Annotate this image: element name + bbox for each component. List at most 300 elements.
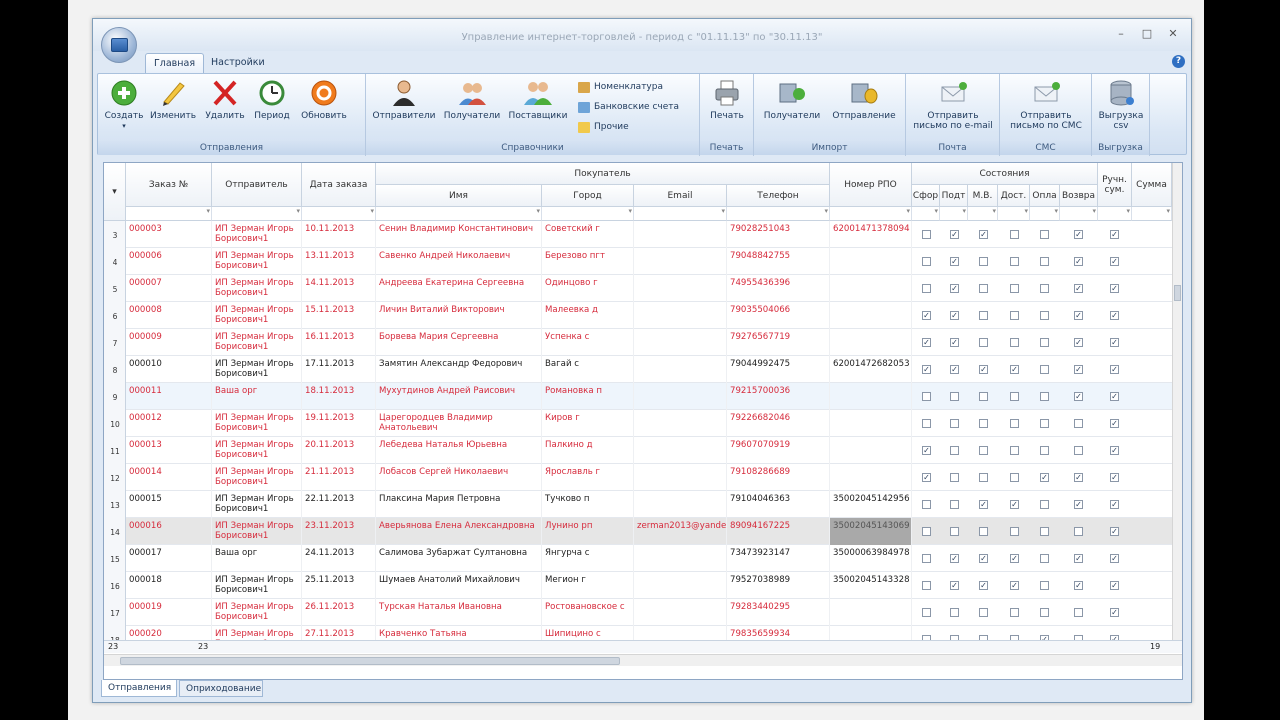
header-phone[interactable]: Телефон xyxy=(727,185,830,207)
state-checkbox[interactable]: ✓ xyxy=(1075,257,1082,266)
state-checkbox[interactable] xyxy=(979,446,988,455)
cell-city[interactable]: Янгурча с xyxy=(542,545,634,572)
state-checkbox[interactable]: ✓ xyxy=(1075,311,1082,320)
cell-sender[interactable]: ИП Зерман Игорь Борисович1 xyxy=(212,221,302,248)
row-number[interactable]: 17 xyxy=(104,599,126,626)
cell-rpo[interactable] xyxy=(830,410,912,437)
cell-sender[interactable]: ИП Зерман Игорь Борисович1 xyxy=(212,518,302,545)
cell-name[interactable]: Борвева Мария Сергеевна xyxy=(376,329,542,356)
cell-date[interactable]: 15.11.2013 xyxy=(302,302,376,329)
cell-name[interactable]: Лобасов Сергей Николаевич xyxy=(376,464,542,491)
state-checkbox[interactable]: ✓ xyxy=(1111,311,1118,320)
cell-phone[interactable]: 79048842755 xyxy=(727,248,830,275)
cell-name[interactable]: Кравченко Татьяна xyxy=(376,626,542,653)
cell-sender[interactable]: ИП Зерман Игорь xyxy=(212,626,302,653)
cell-email[interactable] xyxy=(634,329,727,356)
state-checkbox[interactable] xyxy=(1040,446,1049,455)
cell-sender[interactable]: Ваша орг xyxy=(212,383,302,410)
cell-rpo[interactable] xyxy=(830,599,912,626)
state-checkbox[interactable]: ✓ xyxy=(1111,230,1118,239)
state-checkbox[interactable]: ✓ xyxy=(980,230,987,239)
state-checkbox[interactable]: ✓ xyxy=(1075,581,1082,590)
cell-email[interactable] xyxy=(634,599,727,626)
filter-email[interactable] xyxy=(634,207,727,221)
filter-sum[interactable] xyxy=(1132,207,1172,221)
state-checkbox[interactable] xyxy=(979,257,988,266)
table-row[interactable] xyxy=(104,410,1174,437)
state-checkbox[interactable]: ✓ xyxy=(1075,230,1082,239)
cell-order[interactable]: 000006 xyxy=(126,248,212,275)
state-checkbox[interactable]: ✓ xyxy=(1075,365,1082,374)
app-menu-button[interactable] xyxy=(101,27,137,63)
table-row[interactable] xyxy=(104,356,1174,383)
cell-email[interactable] xyxy=(634,410,727,437)
row-number[interactable]: 13 xyxy=(104,491,126,518)
state-checkbox[interactable] xyxy=(950,473,959,482)
row-number[interactable]: 9 xyxy=(104,383,126,410)
horizontal-scrollbar[interactable] xyxy=(104,654,1182,666)
header-state-returned[interactable]: Возвра xyxy=(1060,185,1098,207)
state-checkbox[interactable]: ✓ xyxy=(951,365,958,374)
cell-date[interactable]: 16.11.2013 xyxy=(302,329,376,356)
cell-email[interactable] xyxy=(634,572,727,599)
table-row[interactable] xyxy=(104,275,1174,302)
cell-phone[interactable]: 79283440295 xyxy=(727,599,830,626)
print-button[interactable] xyxy=(704,78,750,121)
cell-date[interactable]: 19.11.2013 xyxy=(302,410,376,437)
cell-email[interactable] xyxy=(634,302,727,329)
create-button[interactable]: Создать ▾ xyxy=(104,78,144,131)
cell-city[interactable]: Романовка п xyxy=(542,383,634,410)
state-checkbox[interactable] xyxy=(950,527,959,536)
cell-rpo[interactable] xyxy=(830,437,912,464)
cell-email[interactable] xyxy=(634,275,727,302)
period-button[interactable] xyxy=(250,78,294,121)
state-checkbox[interactable] xyxy=(1010,419,1019,428)
cell-phone[interactable]: 89094167225 xyxy=(727,518,830,545)
cell-order[interactable]: 000016 xyxy=(126,518,212,545)
state-checkbox[interactable] xyxy=(1010,338,1019,347)
cell-order[interactable]: 000017 xyxy=(126,545,212,572)
row-number[interactable]: 4 xyxy=(104,248,126,275)
cell-sender[interactable]: ИП Зерман Игорь Борисович1 xyxy=(212,248,302,275)
cell-phone[interactable]: 79607070919 xyxy=(727,437,830,464)
state-checkbox[interactable] xyxy=(1040,581,1049,590)
cell-rpo[interactable]: 35000063984978 xyxy=(830,545,912,572)
state-checkbox[interactable] xyxy=(1074,527,1083,536)
cell-phone[interactable]: 79835659934 xyxy=(727,626,830,653)
state-checkbox[interactable]: ✓ xyxy=(923,473,930,482)
filter-rpo[interactable] xyxy=(830,207,912,221)
cell-city[interactable]: Лунино рп xyxy=(542,518,634,545)
edit-button[interactable] xyxy=(148,78,198,121)
cell-city[interactable]: Палкино д xyxy=(542,437,634,464)
state-checkbox[interactable]: ✓ xyxy=(1011,365,1018,374)
cell-date[interactable]: 27.11.2013 xyxy=(302,626,376,653)
state-checkbox[interactable]: ✓ xyxy=(951,230,958,239)
bank-accounts-button[interactable] xyxy=(578,100,679,115)
cell-order[interactable]: 000010 xyxy=(126,356,212,383)
state-checkbox[interactable] xyxy=(1040,554,1049,563)
sheet-tab-shipments[interactable]: Отправления xyxy=(101,680,177,697)
filter-order[interactable] xyxy=(126,207,212,221)
state-checkbox[interactable] xyxy=(1040,284,1049,293)
cell-rpo[interactable]: 35002045143328 xyxy=(830,572,912,599)
row-number[interactable]: 5 xyxy=(104,275,126,302)
cell-date[interactable]: 24.11.2013 xyxy=(302,545,376,572)
filter-st2[interactable] xyxy=(940,207,968,221)
cell-sender[interactable]: ИП Зерман Игорь Борисович1 xyxy=(212,599,302,626)
state-checkbox[interactable]: ✓ xyxy=(1111,554,1118,563)
table-row[interactable] xyxy=(104,248,1174,275)
row-number[interactable]: 16 xyxy=(104,572,126,599)
state-checkbox[interactable]: ✓ xyxy=(951,554,958,563)
filter-name[interactable] xyxy=(376,207,542,221)
state-checkbox[interactable] xyxy=(1040,608,1049,617)
filter-date[interactable] xyxy=(302,207,376,221)
export-csv-button[interactable] xyxy=(1096,78,1146,131)
state-checkbox[interactable] xyxy=(1040,257,1049,266)
state-checkbox[interactable]: ✓ xyxy=(951,581,958,590)
send-sms-button[interactable] xyxy=(1004,78,1088,131)
state-checkbox[interactable]: ✓ xyxy=(1075,554,1082,563)
state-checkbox[interactable]: ✓ xyxy=(923,338,930,347)
import-recipients-button[interactable] xyxy=(758,78,826,121)
cell-phone[interactable]: 73473923147 xyxy=(727,545,830,572)
nomenclature-button[interactable] xyxy=(578,80,663,95)
minimize-icon[interactable]: – xyxy=(1118,27,1124,40)
header-manual-sum[interactable]: Ручн. сум. xyxy=(1098,163,1132,207)
cell-order[interactable]: 000018 xyxy=(126,572,212,599)
table-row[interactable] xyxy=(104,437,1174,464)
state-checkbox[interactable] xyxy=(922,284,931,293)
state-checkbox[interactable] xyxy=(922,527,931,536)
filter-manual[interactable] xyxy=(1098,207,1132,221)
cell-sender[interactable]: ИП Зерман Игорь Борисович1 xyxy=(212,491,302,518)
cell-phone[interactable]: 74955436396 xyxy=(727,275,830,302)
state-checkbox[interactable] xyxy=(1040,338,1049,347)
senders-button[interactable] xyxy=(370,78,438,121)
row-number[interactable]: 14 xyxy=(104,518,126,545)
cell-sender[interactable]: ИП Зерман Игорь Борисович1 xyxy=(212,329,302,356)
cell-rpo[interactable] xyxy=(830,383,912,410)
state-checkbox[interactable] xyxy=(979,311,988,320)
state-checkbox[interactable]: ✓ xyxy=(1111,365,1118,374)
cell-city[interactable]: Малеевка д xyxy=(542,302,634,329)
cell-order[interactable]: 000019 xyxy=(126,599,212,626)
cell-sender[interactable]: ИП Зерман Игорь Борисович1 xyxy=(212,410,302,437)
row-number[interactable]: 10 xyxy=(104,410,126,437)
state-checkbox[interactable]: ✓ xyxy=(1111,527,1118,536)
header-state-confirmed[interactable]: Подт xyxy=(940,185,968,207)
cell-city[interactable]: Советский г xyxy=(542,221,634,248)
cell-sender[interactable]: Ваша орг xyxy=(212,545,302,572)
state-checkbox[interactable]: ✓ xyxy=(1111,392,1118,401)
state-checkbox[interactable]: ✓ xyxy=(980,500,987,509)
header-state-mv[interactable]: М.В. xyxy=(968,185,998,207)
cell-city[interactable]: Шипицино с xyxy=(542,626,634,653)
cell-sender[interactable]: ИП Зерман Игорь Борисович1 xyxy=(212,275,302,302)
row-number[interactable]: 15 xyxy=(104,545,126,572)
state-checkbox[interactable] xyxy=(922,257,931,266)
cell-phone[interactable]: 79035504066 xyxy=(727,302,830,329)
table-row[interactable] xyxy=(104,518,1174,545)
cell-order[interactable]: 000007 xyxy=(126,275,212,302)
row-number[interactable]: 6 xyxy=(104,302,126,329)
state-checkbox[interactable]: ✓ xyxy=(1075,500,1082,509)
cell-city[interactable]: Березово пгт xyxy=(542,248,634,275)
row-number[interactable]: 8 xyxy=(104,356,126,383)
header-email[interactable]: Email xyxy=(634,185,727,207)
header-city[interactable]: Город xyxy=(542,185,634,207)
cell-name[interactable]: Сенин Владимир Константинович xyxy=(376,221,542,248)
state-checkbox[interactable] xyxy=(950,500,959,509)
cell-sender[interactable]: ИП Зерман Игорь Борисович1 xyxy=(212,464,302,491)
table-row[interactable] xyxy=(104,572,1174,599)
cell-date[interactable]: 10.11.2013 xyxy=(302,221,376,248)
maximize-icon[interactable]: □ xyxy=(1141,27,1153,40)
cell-name[interactable]: Личин Виталий Викторович xyxy=(376,302,542,329)
table-row[interactable] xyxy=(104,464,1174,491)
cell-city[interactable]: Одинцово г xyxy=(542,275,634,302)
state-checkbox[interactable] xyxy=(950,419,959,428)
state-checkbox[interactable] xyxy=(1074,608,1083,617)
state-checkbox[interactable]: ✓ xyxy=(951,284,958,293)
state-checkbox[interactable] xyxy=(1040,419,1049,428)
cell-date[interactable]: 23.11.2013 xyxy=(302,518,376,545)
state-checkbox[interactable]: ✓ xyxy=(1041,473,1048,482)
row-number[interactable]: 7 xyxy=(104,329,126,356)
cell-sender[interactable]: ИП Зерман Игорь Борисович1 xyxy=(212,302,302,329)
header-name[interactable]: Имя xyxy=(376,185,542,207)
cell-rpo[interactable]: 35002045143069 xyxy=(830,518,912,545)
state-checkbox[interactable]: ✓ xyxy=(951,257,958,266)
state-checkbox[interactable]: ✓ xyxy=(1075,284,1082,293)
state-checkbox[interactable] xyxy=(1040,392,1049,401)
state-checkbox[interactable] xyxy=(922,392,931,401)
cell-order[interactable]: 000020 xyxy=(126,626,212,653)
filter-phone[interactable] xyxy=(727,207,830,221)
state-checkbox[interactable] xyxy=(1010,284,1019,293)
header-state-formed[interactable]: Сфор xyxy=(912,185,940,207)
close-icon[interactable]: ✕ xyxy=(1168,27,1178,40)
state-checkbox[interactable] xyxy=(1074,446,1083,455)
cell-order[interactable]: 000015 xyxy=(126,491,212,518)
state-checkbox[interactable] xyxy=(1010,392,1019,401)
cell-email[interactable] xyxy=(634,491,727,518)
cell-name[interactable]: Плаксина Мария Петровна xyxy=(376,491,542,518)
filter-city[interactable] xyxy=(542,207,634,221)
state-checkbox[interactable]: ✓ xyxy=(1111,608,1118,617)
cell-order[interactable]: 000014 xyxy=(126,464,212,491)
cell-rpo[interactable]: 62001471378094 xyxy=(830,221,912,248)
cell-sender[interactable]: ИП Зерман Игорь Борисович1 xyxy=(212,437,302,464)
header-order[interactable]: Заказ № xyxy=(126,163,212,207)
state-checkbox[interactable]: ✓ xyxy=(1075,473,1082,482)
cell-sender[interactable]: ИП Зерман Игорь Борисович1 xyxy=(212,572,302,599)
filter-st4[interactable] xyxy=(998,207,1030,221)
state-checkbox[interactable] xyxy=(979,527,988,536)
table-row[interactable] xyxy=(104,599,1174,626)
cell-rpo[interactable] xyxy=(830,275,912,302)
state-checkbox[interactable]: ✓ xyxy=(1011,581,1018,590)
cell-sender[interactable]: ИП Зерман Игорь Борисович1 xyxy=(212,356,302,383)
state-checkbox[interactable] xyxy=(922,554,931,563)
cell-phone[interactable]: 79028251043 xyxy=(727,221,830,248)
state-checkbox[interactable]: ✓ xyxy=(951,311,958,320)
header-date[interactable]: Дата заказа xyxy=(302,163,376,207)
row-number[interactable]: 12 xyxy=(104,464,126,491)
filter-st3[interactable] xyxy=(968,207,998,221)
tab-settings[interactable]: Настройки xyxy=(211,57,265,68)
state-checkbox[interactable] xyxy=(979,473,988,482)
state-checkbox[interactable] xyxy=(1010,608,1019,617)
header-state-delivered[interactable]: Дост. xyxy=(998,185,1030,207)
state-checkbox[interactable]: ✓ xyxy=(1111,446,1118,455)
state-checkbox[interactable] xyxy=(979,419,988,428)
header-state-paid[interactable]: Опла xyxy=(1030,185,1060,207)
header-sender[interactable]: Отправитель xyxy=(212,163,302,207)
cell-email[interactable]: zerman2013@yande xyxy=(634,518,727,545)
state-checkbox[interactable]: ✓ xyxy=(923,311,930,320)
cell-email[interactable] xyxy=(634,248,727,275)
cell-city[interactable]: Вагай с xyxy=(542,356,634,383)
cell-phone[interactable]: 79108286689 xyxy=(727,464,830,491)
cell-order[interactable]: 000008 xyxy=(126,302,212,329)
cell-email[interactable] xyxy=(634,221,727,248)
row-selector-header[interactable]: ▾ xyxy=(104,163,126,221)
state-checkbox[interactable]: ✓ xyxy=(951,338,958,347)
state-checkbox[interactable]: ✓ xyxy=(1111,581,1118,590)
state-checkbox[interactable] xyxy=(1010,527,1019,536)
cell-name[interactable]: Шумаев Анатолий Михайлович xyxy=(376,572,542,599)
state-checkbox[interactable]: ✓ xyxy=(1111,473,1118,482)
cell-name[interactable]: Замятин Александр Федорович xyxy=(376,356,542,383)
state-checkbox[interactable]: ✓ xyxy=(1111,284,1118,293)
state-checkbox[interactable] xyxy=(922,608,931,617)
state-checkbox[interactable]: ✓ xyxy=(1111,257,1118,266)
cell-rpo[interactable] xyxy=(830,329,912,356)
refresh-button[interactable] xyxy=(296,78,352,121)
vertical-scroll-thumb[interactable] xyxy=(1174,285,1181,301)
state-checkbox[interactable]: ✓ xyxy=(923,446,930,455)
state-checkbox[interactable] xyxy=(979,392,988,401)
header-rpo[interactable]: Номер РПО xyxy=(830,163,912,207)
state-checkbox[interactable] xyxy=(1074,419,1083,428)
cell-rpo[interactable]: 35002045142956 xyxy=(830,491,912,518)
cell-phone[interactable]: 79104046363 xyxy=(727,491,830,518)
state-checkbox[interactable] xyxy=(1040,311,1049,320)
cell-date[interactable]: 17.11.2013 xyxy=(302,356,376,383)
filter-st5[interactable] xyxy=(1030,207,1060,221)
tab-home[interactable]: Главная xyxy=(145,53,204,73)
horizontal-scroll-thumb[interactable] xyxy=(120,657,620,665)
state-checkbox[interactable] xyxy=(1010,473,1019,482)
table-row[interactable] xyxy=(104,383,1174,410)
cell-phone[interactable]: 79215700036 xyxy=(727,383,830,410)
state-checkbox[interactable]: ✓ xyxy=(980,581,987,590)
state-checkbox[interactable]: ✓ xyxy=(1011,500,1018,509)
help-icon[interactable]: ? xyxy=(1172,55,1185,68)
state-checkbox[interactable] xyxy=(950,446,959,455)
cell-city[interactable]: Киров г xyxy=(542,410,634,437)
cell-order[interactable]: 000003 xyxy=(126,221,212,248)
state-checkbox[interactable] xyxy=(1010,311,1019,320)
state-checkbox[interactable] xyxy=(922,500,931,509)
header-sum[interactable]: Сумма xyxy=(1132,163,1172,207)
cell-city[interactable]: Ярославль г xyxy=(542,464,634,491)
cell-order[interactable]: 000012 xyxy=(126,410,212,437)
state-checkbox[interactable]: ✓ xyxy=(980,554,987,563)
table-row[interactable] xyxy=(104,221,1174,248)
cell-rpo[interactable] xyxy=(830,302,912,329)
state-checkbox[interactable]: ✓ xyxy=(1111,500,1118,509)
import-shipment-button[interactable] xyxy=(828,78,900,121)
cell-city[interactable]: Мегион г xyxy=(542,572,634,599)
other-button[interactable] xyxy=(578,120,629,135)
cell-date[interactable]: 25.11.2013 xyxy=(302,572,376,599)
cell-date[interactable]: 22.11.2013 xyxy=(302,491,376,518)
state-checkbox[interactable] xyxy=(1040,527,1049,536)
state-checkbox[interactable] xyxy=(1010,230,1019,239)
cell-name[interactable]: Царегородцев Владимир Анатольевич xyxy=(376,410,542,437)
cell-name[interactable]: Турская Наталья Ивановна xyxy=(376,599,542,626)
state-checkbox[interactable] xyxy=(1040,365,1049,374)
cell-email[interactable] xyxy=(634,383,727,410)
cell-email[interactable] xyxy=(634,545,727,572)
delete-button[interactable] xyxy=(202,78,248,121)
cell-date[interactable]: 18.11.2013 xyxy=(302,383,376,410)
cell-order[interactable]: 000011 xyxy=(126,383,212,410)
table-row[interactable] xyxy=(104,545,1174,572)
cell-date[interactable]: 21.11.2013 xyxy=(302,464,376,491)
state-checkbox[interactable] xyxy=(979,338,988,347)
suppliers-button[interactable] xyxy=(506,78,570,121)
state-checkbox[interactable] xyxy=(1010,257,1019,266)
cell-date[interactable]: 13.11.2013 xyxy=(302,248,376,275)
cell-name[interactable]: Андреева Екатерина Сергеевна xyxy=(376,275,542,302)
state-checkbox[interactable] xyxy=(1040,500,1049,509)
cell-name[interactable]: Салимова Зубаржат Султановна xyxy=(376,545,542,572)
state-checkbox[interactable] xyxy=(922,581,931,590)
send-email-button[interactable] xyxy=(910,78,996,131)
cell-order[interactable]: 000009 xyxy=(126,329,212,356)
table-row[interactable] xyxy=(104,491,1174,518)
cell-phone[interactable]: 79226682046 xyxy=(727,410,830,437)
state-checkbox[interactable]: ✓ xyxy=(923,365,930,374)
state-checkbox[interactable]: ✓ xyxy=(1111,338,1118,347)
cell-order[interactable]: 000013 xyxy=(126,437,212,464)
cell-email[interactable] xyxy=(634,437,727,464)
cell-rpo[interactable] xyxy=(830,248,912,275)
cell-name[interactable]: Аверьянова Елена Александровна xyxy=(376,518,542,545)
state-checkbox[interactable] xyxy=(979,284,988,293)
state-checkbox[interactable]: ✓ xyxy=(1111,419,1118,428)
state-checkbox[interactable] xyxy=(950,608,959,617)
sheet-tab-receipts[interactable]: Оприходование xyxy=(179,680,263,697)
cell-date[interactable]: 20.11.2013 xyxy=(302,437,376,464)
filter-st6[interactable] xyxy=(1060,207,1098,221)
vertical-scrollbar[interactable] xyxy=(1172,163,1182,640)
recipients-button[interactable] xyxy=(440,78,504,121)
state-checkbox[interactable]: ✓ xyxy=(980,365,987,374)
filter-sender[interactable] xyxy=(212,207,302,221)
state-checkbox[interactable] xyxy=(922,230,931,239)
cell-city[interactable]: Успенка с xyxy=(542,329,634,356)
cell-name[interactable]: Мухутдинов Андрей Раисович xyxy=(376,383,542,410)
state-checkbox[interactable] xyxy=(1040,230,1049,239)
state-checkbox[interactable] xyxy=(922,419,931,428)
